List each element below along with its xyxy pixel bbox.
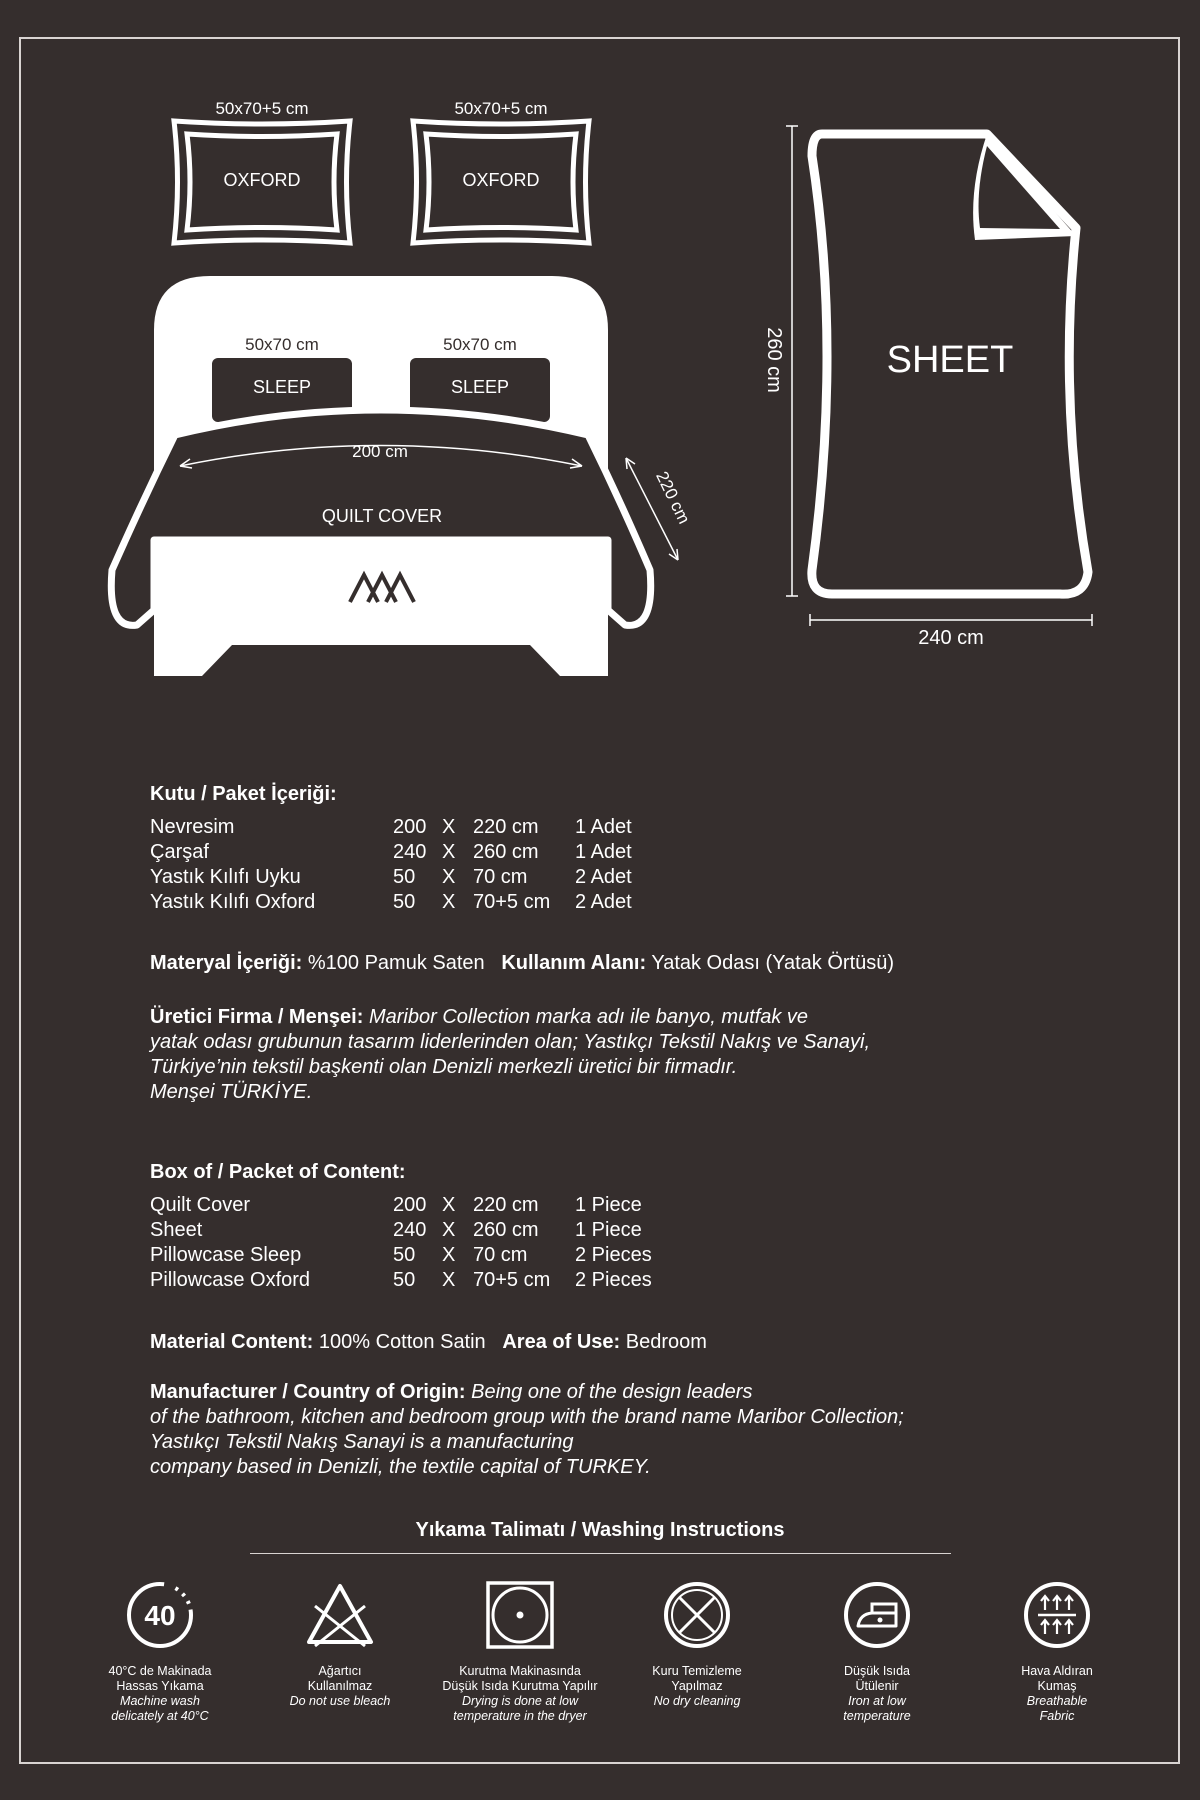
- en-package-heading: Box of / Packet of Content:: [150, 1161, 406, 1183]
- no-dry-clean-icon: [662, 1580, 732, 1650]
- table-row: Çarşaf 240 X 260 cm 1 Adet: [150, 841, 632, 863]
- no-bleach-icon: [305, 1580, 375, 1650]
- iron-low-item: Düşük Isıda Ütülenir Iron at low temperature: [797, 1580, 957, 1724]
- table-row: Yastık Kılıfı Uyku 50 X 70 cm 2 Adet: [150, 866, 632, 888]
- washing-divider: [250, 1553, 951, 1554]
- tr-material-line: [150, 951, 1090, 976]
- no-bleach-item: Ağartıcı Kullanılmaz Do not use bleach: [260, 1580, 420, 1709]
- svg-text:40: 40: [144, 1600, 176, 1631]
- sheet-width-label: 240 cm: [918, 627, 984, 649]
- iron-low-icon: [842, 1580, 912, 1650]
- en-usage-label: Area of Use:: [502, 1331, 621, 1353]
- table-row: Nevresim 200 X 220 cm 1 Adet: [150, 816, 632, 838]
- en-origin-label: Manufacturer / Country of Origin:: [150, 1381, 466, 1403]
- table-row: Pillowcase Oxford 50 X 70+5 cm 2 Pieces: [150, 1269, 652, 1291]
- pillow-oxford-left-label: OXFORD: [223, 170, 301, 190]
- en-material-label: Material Content:: [150, 1331, 314, 1353]
- table-row: Sheet 240 X 260 cm 1 Piece: [150, 1219, 642, 1241]
- tr-origin-label: Üretici Firma / Menşei:: [150, 1006, 364, 1028]
- sheet-illustration: [763, 126, 1092, 649]
- tr-package-heading: Kutu / Paket İçeriği:: [150, 783, 337, 805]
- tr-material-value: %100 Pamuk Saten: [307, 952, 485, 974]
- en-package-content: [150, 1160, 1090, 1293]
- quilt-width-label: 200 cm: [352, 442, 408, 461]
- en-origin-block: Manufacturer / Country of Origin: Being one of the design leaders of the bathroom, kitchen and bedroom group with the brand name Maribor Collection; Yastıkçı Tekstil Nakış Sanayi is a manufacturing company based in Denizli, the textile capital of TURKEY.: [150, 1381, 904, 1478]
- pillow-sleep-right-size: 50x70 cm: [443, 335, 517, 354]
- tr-package-content: [150, 782, 1090, 915]
- pillow-oxford-left-size: 50x70+5 cm: [215, 99, 309, 118]
- breathable-item: Hava Aldıran Kumaş Breathable Fabric: [977, 1580, 1137, 1724]
- tr-usage-value: Yatak Odası (Yatak Örtüsü): [651, 952, 895, 974]
- pillow-oxford-right-label: OXFORD: [462, 170, 540, 190]
- product-diagram: [0, 0, 1200, 720]
- pillow-sleep-left-label: SLEEP: [252, 377, 312, 397]
- table-row: Quilt Cover 200 X 220 cm 1 Piece: [150, 1194, 642, 1216]
- washing-title: Yıkama Talimatı / Washing Instructions: [415, 1519, 785, 1541]
- tumble-dry-low-icon: [485, 1580, 555, 1650]
- tr-material-label: Materyal İçeriği:: [150, 952, 303, 974]
- tr-usage-label: Kullanım Alanı:: [501, 952, 647, 974]
- pillow-sleep-right-label: SLEEP: [450, 377, 510, 397]
- no-dry-clean-item: Kuru Temizleme Yapılmaz No dry cleaning: [617, 1580, 777, 1709]
- breathable-fabric-icon: [1022, 1580, 1092, 1650]
- pillow-oxford-left: [174, 99, 350, 243]
- pillow-oxford-right-size: 50x70+5 cm: [454, 99, 548, 118]
- en-usage-value: Bedroom: [625, 1331, 707, 1353]
- washing-icons: [0, 1580, 1200, 1760]
- table-row: Yastık Kılıfı Oxford 50 X 70+5 cm 2 Adet: [150, 891, 632, 913]
- quilt-length-label: 220 cm: [652, 468, 694, 527]
- table-row: Pillowcase Sleep 50 X 70 cm 2 Pieces: [150, 1244, 652, 1266]
- wash-40-item: 40 40°C de Makinada Hassas Yıkama Machine wash delicately at 40°C: [80, 1580, 240, 1724]
- tr-origin-block: Üretici Firma / Menşei: Maribor Collection marka adı ile banyo, mutfak ve yatak odası grubunun tasarım liderlerinden olan; Yastıkçı Tekstil Nakış ve Sanayi, Türkiye’nin tekstil başkenti olan Denizli merkezli üretici bir firmadır. Menşei TÜRKİYE.: [150, 1006, 871, 1103]
- quilt-cover-label: QUILT COVER: [321, 506, 443, 526]
- pillow-oxford-right: [413, 99, 589, 243]
- pillow-sleep-left-size: 50x70 cm: [245, 335, 319, 354]
- sheet-label: SHEET: [886, 339, 1014, 381]
- sheet-height-label: 260 cm: [763, 327, 785, 393]
- en-material-value: 100% Cotton Satin: [318, 1331, 486, 1353]
- tumble-dry-item: Kurutma Makinasında Düşük Isıda Kurutma Yapılır Drying is done at low temperature in the dryer: [440, 1580, 600, 1724]
- en-material-line: [150, 1330, 1090, 1355]
- bed-illustration: [111, 276, 693, 676]
- wash-40-icon: [125, 1580, 195, 1650]
